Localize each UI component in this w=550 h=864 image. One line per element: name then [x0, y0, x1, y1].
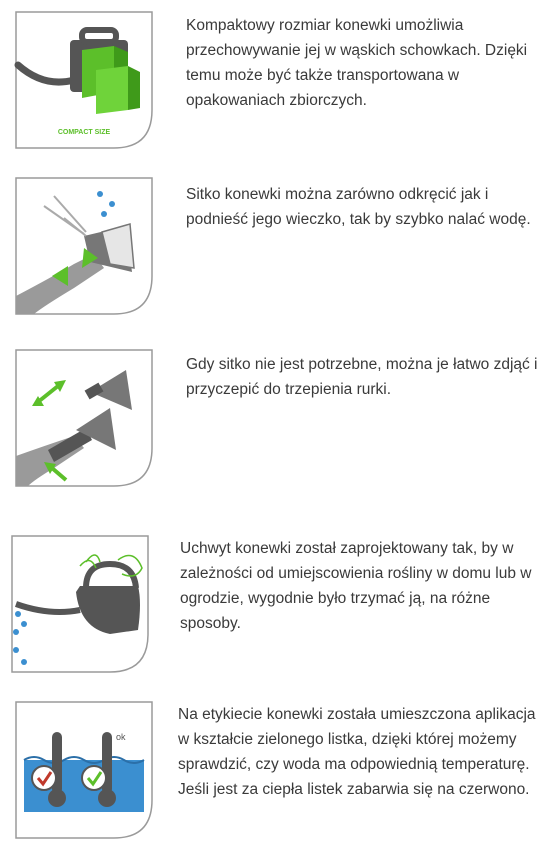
feature-row-temperature	[0, 690, 550, 864]
feature-text-rose-attach: Gdy sitko nie jest potrzebne, można je łatwo zdjąć i przyczepić do trzepienia rurki.	[186, 356, 538, 398]
temperature-leaf-icon	[14, 700, 154, 840]
feature-row-compact	[0, 0, 550, 170]
rose-attach-icon	[14, 348, 154, 488]
rose-cap-open-icon	[14, 176, 154, 316]
compact-size-icon	[14, 10, 154, 150]
feature-row-rose-attach	[0, 340, 550, 510]
feature-row-handle	[0, 510, 550, 690]
feature-text-compact: Kompaktowy rozmiar konewki umożliwia przechowywanie jej w wąskich schowkach. Dzięki temu może być także transportowana w opakowaniach zbiorczych.	[186, 17, 528, 109]
feature-text-temperature: Na etykiecie konewki została umieszczona aplikacja w kształcie zielonego listka, dzięki której możemy sprawdzić, czy woda ma odpowiednią temperaturę. Jeśli jest za ciepła listek zabarwia się na czerwono.	[178, 706, 536, 798]
handle-grip-icon	[10, 534, 150, 674]
feature-row-rose-cap	[0, 170, 550, 340]
compact-size-caption: COMPACT SIZE	[57, 129, 111, 136]
feature-text-handle: Uchwyt konewki został zaprojektowany tak, by w zależności od umiejscowienia rośliny w domu lub w ogrodzie, wygodnie było trzymać ją, na różne sposoby.	[180, 540, 532, 632]
ok-label: ok	[116, 732, 126, 742]
feature-text-rose-cap: Sitko konewki można zarówno odkręcić jak i podnieść jego wieczko, tak by szybko nalać wodę.	[186, 186, 531, 228]
